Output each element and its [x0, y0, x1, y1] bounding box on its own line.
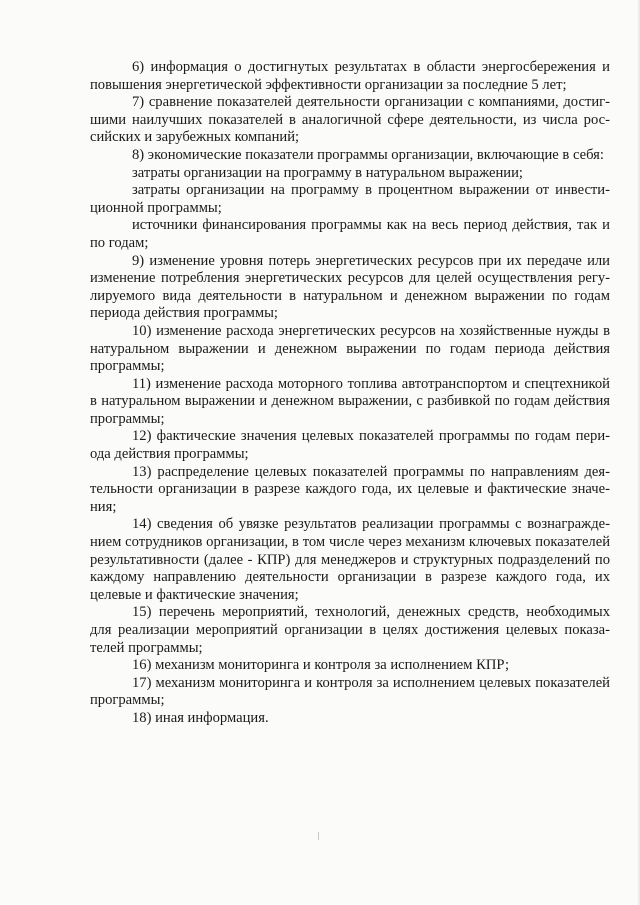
paragraph-costs-natural: затраты организации на программу в натуральном выражении;	[132, 164, 523, 181]
paragraph-funding-sources: источники финансирования программы как на весь период действия, так и по годам;	[90, 217, 610, 251]
paragraph-item-18: 18) иная информация.	[132, 709, 269, 726]
paragraph-item-9: 9) изменение уровня потерь энергетических ресурсов при их передаче или изменение потребления энергетических ресурсов для целей осуществления регулируемого вида деятельности в натуральном и денежном выражении по годам периода действия программы;	[90, 252, 610, 322]
paragraph-item-8: 8) экономические показатели программы организации, включающие в себя:	[132, 146, 604, 163]
paragraph-item-12: 12) фактические значения целевых показателей программы по годам периода действия программы;	[90, 428, 610, 463]
document-body	[90, 59, 610, 728]
paragraph-item-14: 14) сведения об увязке результатов реализации программы с вознаграждением сотрудников организации, в том числе через механизм ключевых показателей результативности (далее - КПР) для менеджеров и структурных подразделений по каждому направлению деятельности организации в разрезе каждого года, их целевые и фактические значения;	[90, 516, 610, 603]
paragraph-item-6: 6) информация о достигнутых результатах в области энергосбережения и повышения энергетической эффективности организации за последние 5 лет;	[90, 59, 610, 93]
paragraph-item-10: 10) изменение расхода энергетических ресурсов на хозяйственные нужды в натуральном выражении и денежном выражении по годам периода действия программы;	[90, 322, 610, 375]
paragraph-costs-percent: затраты организации на программу в процентном выражении от инвестиционной программы;	[90, 182, 610, 216]
paragraph-item-13: 13) распределение целевых показателей программы по направлениям деятельности организации в разрезе каждого года, их целевые и фактические значения;	[90, 463, 610, 515]
scan-speck	[318, 832, 319, 840]
paragraph-item-17: 17) механизм мониторинга и контроля за исполнением целевых показателей программы;	[90, 674, 610, 709]
paragraph-item-7: 7) сравнение показателей деятельности организации с компаниями, достигшими наилучших показателей в аналогичной сфере деятельности, из числа российских и зарубежных компаний;	[90, 94, 610, 146]
paragraph-item-15: 15) перечень мероприятий, технологий, денежных средств, необходимых для реализации мероприятий организации в целях достижения целевых показателей программы;	[90, 604, 610, 656]
paragraph-item-11: 11) изменение расхода моторного топлива автотранспортом и спецтехникой в натуральном выражении и денежном выражении, с разбивкой по годам действия программы;	[90, 375, 610, 427]
paragraph-item-16: 16) механизм мониторинга и контроля за исполнением КПР;	[132, 657, 510, 674]
